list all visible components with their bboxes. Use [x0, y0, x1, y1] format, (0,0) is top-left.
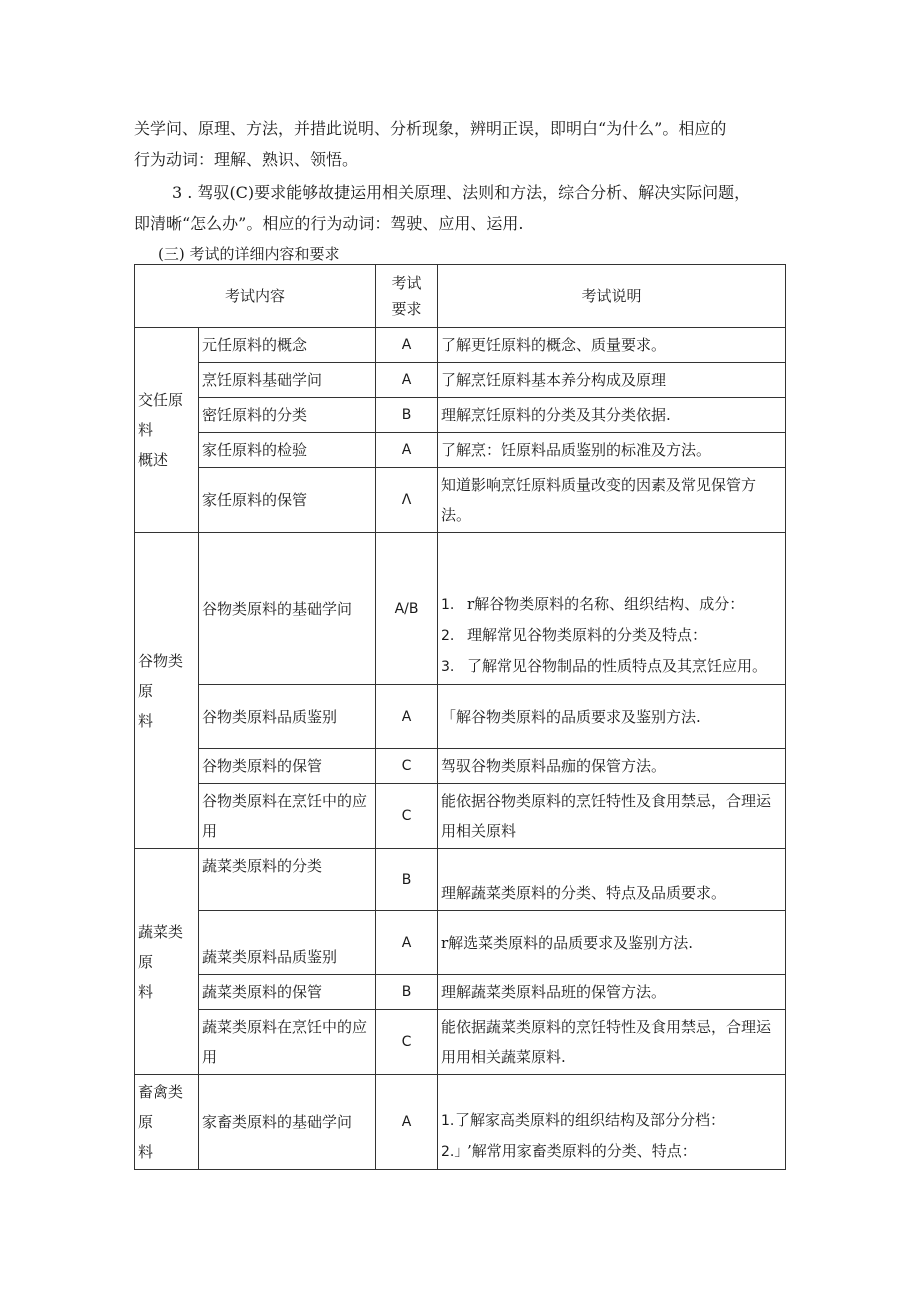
list-item: 1.了解家高类原料的组织结构及部分分档： [441, 1111, 726, 1129]
table-row [135, 468, 786, 533]
table-row [135, 911, 786, 975]
list-item: 2. 理解常见谷物类原料的分类及特点： [441, 626, 708, 644]
description-cell: 理解蔬菜类原料品班的保管方法。 [438, 975, 786, 1010]
item-cell: 家任原料的检验 [199, 433, 376, 468]
description-cell: 驾驭谷物类原料品痂的保管方法。 [438, 749, 786, 784]
requirement-cell: B [376, 849, 438, 911]
item-cell: 谷物类原料的基础学问 [199, 533, 376, 685]
item-cell: 谷物类原料在烹饪中的应用 [199, 784, 376, 849]
table-row [135, 1010, 786, 1075]
requirement-cell: A [376, 363, 438, 398]
requirement-cell: C [376, 749, 438, 784]
requirement-cell: A [376, 1075, 438, 1170]
description-cell: 「解谷物类原料的品质要求及鉴别方法. [438, 685, 786, 749]
description-cell: 能依据蔬菜类原料的烹饪特性及食用禁忌，合理运用用相关蔬菜原料. [438, 1010, 786, 1075]
requirement-cell: C [376, 1010, 438, 1075]
item-cell: 蔬菜类原料的分类 [199, 849, 376, 911]
intro-line-2: 行为动词：理解、熟识、领悟。 [134, 150, 359, 169]
table-row [135, 849, 786, 911]
intro-line-3: 3 . 驾驭(C)要求能够故捷运用相关原理、法则和方法，综合分析、解决实际问题， [172, 183, 751, 202]
header-description: 考试说明 [438, 265, 786, 328]
requirement-cell: A/B [376, 533, 438, 685]
table-row [135, 433, 786, 468]
item-cell: 蔬菜类原料在烹饪中的应用 [199, 1010, 376, 1075]
item-cell: 密饪原料的分类 [199, 398, 376, 433]
description-cell: 知道影响烹饪原料质量改变的因素及常见保管方法。 [438, 468, 786, 533]
category-cell: 蔬菜类 原 料 [135, 849, 199, 1075]
requirement-cell: Λ [376, 468, 438, 533]
table-row [135, 685, 786, 749]
exam-content-table [134, 264, 786, 1170]
table-row [135, 1075, 786, 1170]
category-cell: 谷物类 原 料 [135, 533, 199, 849]
item-cell: 蔬菜类原料品质鉴别 [199, 911, 376, 975]
item-cell: 蔬菜类原料的保管 [199, 975, 376, 1010]
description-cell: 了解烹饪原料基本养分构成及原理 [438, 363, 786, 398]
requirement-cell: A [376, 911, 438, 975]
list-item: 2.」’解常用家畜类原料的分类、特点： [441, 1142, 697, 1160]
table-row [135, 328, 786, 363]
table-header-row [135, 265, 786, 328]
item-cell: 烹饪原料基础学问 [199, 363, 376, 398]
description-cell [438, 533, 786, 685]
table-row [135, 533, 786, 685]
description-cell: r解选菜类原料的品质要求及鉴别方法. [438, 911, 786, 975]
description-cell: 了解更饪原料的概念、质量要求。 [438, 328, 786, 363]
requirement-cell: A [376, 685, 438, 749]
item-cell: 元任原料的概念 [199, 328, 376, 363]
table-row [135, 975, 786, 1010]
section-title: (三) 考试的详细内容和要求 [158, 245, 340, 263]
intro-line-4: 即清晰“怎么办”。相应的行为动词：驾驶、应用、运用. [134, 214, 524, 233]
intro-line-1: 关学问、原理、方法，并措此说明、分析现象，辨明正误，即明白“为什么”。相应的 [134, 119, 727, 138]
item-cell: 谷物类原料的保管 [199, 749, 376, 784]
requirement-cell: C [376, 784, 438, 849]
header-content: 考试内容 [135, 265, 376, 328]
table-row [135, 784, 786, 849]
requirement-cell: A [376, 328, 438, 363]
requirement-cell: B [376, 975, 438, 1010]
description-cell: 了解烹：饪原料品质鉴别的标准及方法。 [438, 433, 786, 468]
item-cell: 家任原料的保管 [199, 468, 376, 533]
description-cell [438, 1075, 786, 1170]
category-cell: 交任原 料 概述 [135, 328, 199, 533]
description-cell: 理解烹饪原料的分类及其分类依据. [438, 398, 786, 433]
header-requirement: 考试 要求 [376, 265, 438, 328]
description-cell: 理解蔬菜类原料的分类、特点及品质要求。 [438, 849, 786, 911]
requirement-cell: B [376, 398, 438, 433]
table-row [135, 749, 786, 784]
list-item: 3. 了解常见谷物制品的性质特点及其烹饪应用。 [441, 657, 768, 675]
item-cell: 谷物类原料品质鉴别 [199, 685, 376, 749]
list-item: 1. r解谷物类原料的名称、组织结构、成分： [441, 595, 745, 613]
item-cell: 家畜类原料的基础学问 [199, 1075, 376, 1170]
table-row [135, 398, 786, 433]
requirement-cell: A [376, 433, 438, 468]
description-cell: 能依据谷物类原料的烹饪特性及食用禁忌，合理运用相关原料 [438, 784, 786, 849]
category-cell: 畜禽类 原 料 [135, 1075, 199, 1170]
table-row [135, 363, 786, 398]
